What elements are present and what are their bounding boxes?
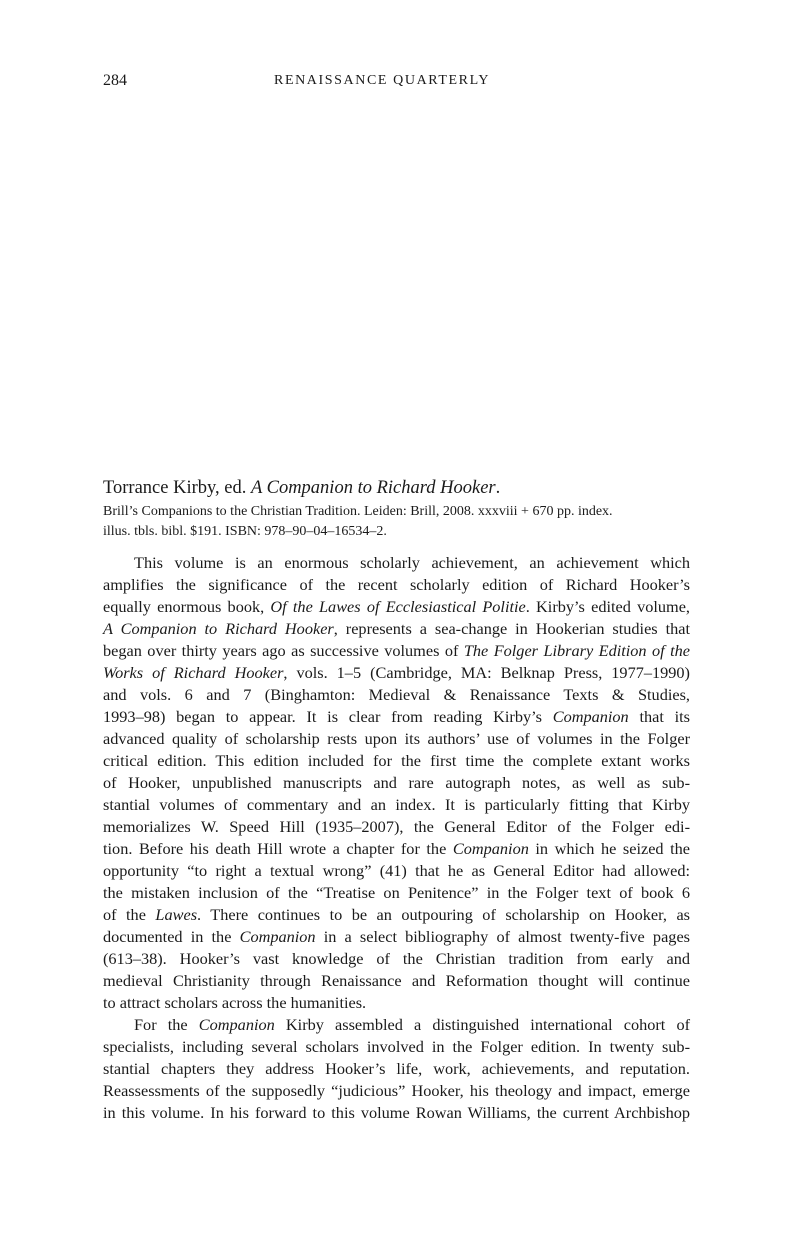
text-line: the mistaken inclusion of the “Treatise on Penitence” in the Folger text of book 6: [103, 883, 690, 902]
text-line: of the Lawes. There continues to be an outpouring of scholarship on Hooker, as: [103, 905, 691, 924]
review-body: [103, 552, 690, 1124]
text-line: specialists, including several scholars involved in the Folger edition. In twenty sub-: [103, 1037, 690, 1056]
text-line: For the Companion Kirby assembled a distinguished international cohort of: [134, 1015, 691, 1034]
page-number: 284: [103, 72, 127, 89]
text-line: of Hooker, unpublished manuscripts and rare autograph notes, as well as sub-: [103, 773, 690, 792]
book-review: [103, 476, 690, 1124]
text-line: and vols. 6 and 7 (Binghamton: Medieval & Renaissance Texts & Studies,: [103, 685, 690, 704]
text-line: (613–38). Hooker’s vast knowledge of the Christian tradition from early and: [103, 949, 690, 968]
review-heading: Torrance Kirby, ed. A Companion to Richard Hooker.: [103, 478, 501, 498]
text-line: Reassessments of the supposedly “judicious” Hooker, his theology and impact, emerge: [103, 1081, 690, 1100]
review-author: Torrance Kirby, ed.: [103, 478, 247, 498]
biblio-line: illus. tbls. bibl. $191. ISBN: 978–90–04–16534–2.: [103, 524, 387, 539]
paragraph: [103, 1014, 690, 1124]
text-line: to attract scholars across the humanities.: [103, 993, 367, 1012]
text-line: documented in the Companion in a select bibliography of almost twenty-five pages: [103, 927, 691, 946]
text-line: Works of Richard Hooker, vols. 1–5 (Cambridge, MA: Belknap Press, 1977–1990): [103, 663, 690, 682]
text-line: critical edition. This edition included for the first time the complete extant works: [103, 751, 690, 770]
text-line: medieval Christianity through Renaissance and Reformation thought will continue: [103, 971, 690, 990]
text-line: equally enormous book, Of the Lawes of Ecclesiastical Politie. Kirby’s edited volume,: [103, 597, 690, 616]
text-line: This volume is an enormous scholarly achievement, an achievement which: [134, 553, 690, 572]
text-line: opportunity “to right a textual wrong” (41) that he as General Editor had allowed:: [103, 861, 690, 880]
bibliographic-details: [103, 502, 690, 542]
text-line: advanced quality of scholarship rests upon its authors’ use of volumes in the Folger: [103, 729, 690, 748]
paragraph: [103, 552, 690, 1014]
text-line: amplifies the significance of the recent scholarly edition of Richard Hooker’s: [103, 575, 690, 594]
text-line: stantial chapters they address Hooker’s life, work, achievements, and reputation.: [103, 1059, 690, 1078]
biblio-line: Brill’s Companions to the Christian Tradition. Leiden: Brill, 2008. xxxviii + 670 pp. index.: [103, 504, 613, 519]
text-line: stantial volumes of commentary and an index. It is particularly fitting that Kirby: [103, 795, 690, 814]
text-line: A Companion to Richard Hooker, represents a sea-change in Hookerian studies that: [103, 619, 691, 638]
text-line: began over thirty years ago as successive volumes of The Folger Library Edition of the: [103, 641, 690, 660]
journal-title: RENAISSANCE QUARTERLY: [274, 73, 491, 88]
text-line: in this volume. In his forward to this volume Rowan Williams, the current Archbishop: [103, 1103, 690, 1122]
text-line: 1993–98) began to appear. It is clear from reading Kirby’s Companion that its: [103, 707, 690, 726]
text-line: memorializes W. Speed Hill (1935–2007), the General Editor of the Folger edi-: [103, 817, 690, 836]
review-book-title: A Companion to Richard Hooker: [251, 478, 496, 498]
running-head: [103, 72, 690, 94]
text-line: tion. Before his death Hill wrote a chapter for the Companion in which he seized the: [103, 839, 690, 858]
